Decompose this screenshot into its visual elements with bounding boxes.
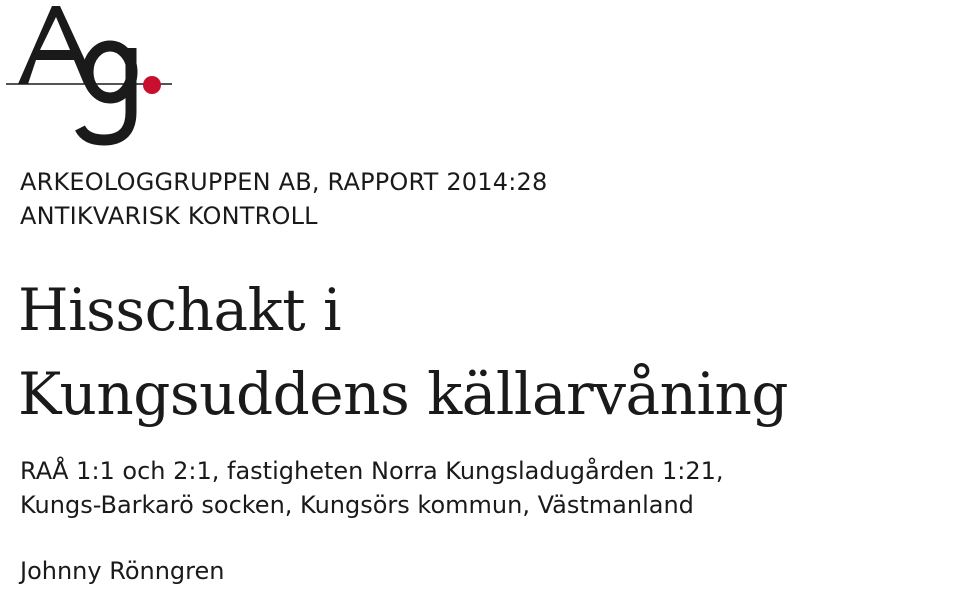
title-line-1: Hisschakt i xyxy=(18,276,342,344)
title-line-2: Kungsuddens källarvåning xyxy=(18,360,789,428)
report-series: ARKEOLOGGRUPPEN AB, RAPPORT 2014:28 xyxy=(20,168,548,196)
report-location xyxy=(20,454,724,522)
report-header xyxy=(20,165,547,233)
report-author: Johnny Rönngren xyxy=(20,557,225,585)
report-title xyxy=(18,268,788,436)
report-type: ANTIKVARISK KONTROLL xyxy=(20,202,318,230)
location-line-1: RAÅ 1:1 och 2:1, fastigheten Norra Kungsladugården 1:21, xyxy=(20,457,724,485)
logo-red-dot xyxy=(143,76,161,94)
arkeologgruppen-logo xyxy=(0,0,180,150)
location-line-2: Kungs-Barkarö socken, Kungsörs kommun, Västmanland xyxy=(20,491,694,519)
ag-logo-mark xyxy=(0,0,180,150)
logo-letter-g-bowl xyxy=(88,46,132,98)
